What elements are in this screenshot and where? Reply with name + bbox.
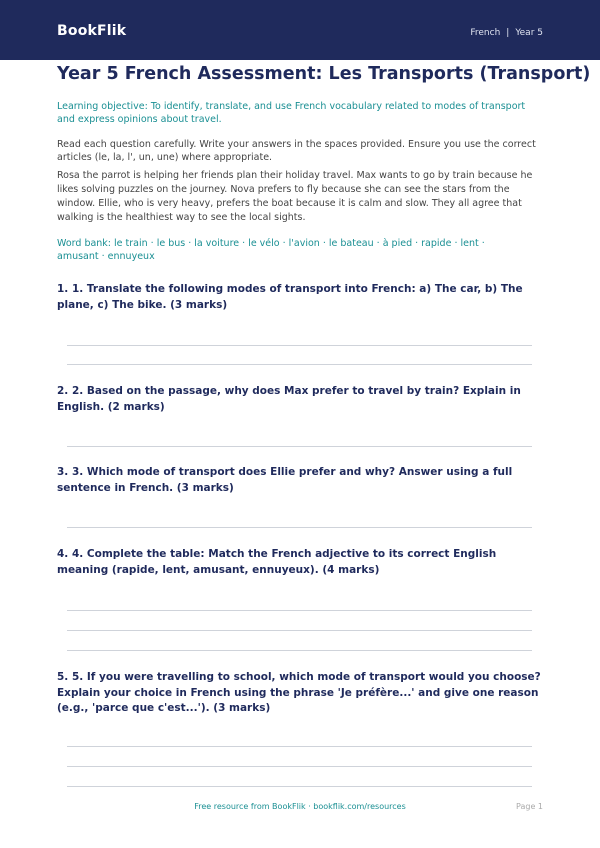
learning-objective: Learning objective: To identify, translate, and use French vocabulary related to modes of transport and express opinions about travel. xyxy=(57,101,526,125)
answer-line[interactable] xyxy=(67,610,532,611)
question-4: 4. 4. Complete the table: Match the French adjective to its correct English meaning (rapide, lent, amusant, ennuyeux). (4 marks) xyxy=(57,548,497,576)
footer-text: Free resource from BookFlik · bookflik.com/resources xyxy=(194,802,406,811)
question-3: 3. 3. Which mode of transport does Ellie prefer and why? Answer using a full sentence in French. (3 marks) xyxy=(57,466,513,494)
word-bank: Word bank: le train · le bus · la voiture · le vélo · l'avion · le bateau · à pied · rapide · lent · amusant · ennuyeux xyxy=(57,238,485,262)
answer-line[interactable] xyxy=(67,786,532,787)
question-2: 2. 2. Based on the passage, why does Max prefer to travel by train? Explain in English. (2 marks) xyxy=(57,385,521,413)
page-header xyxy=(0,0,600,60)
brand-logo: BookFlik xyxy=(57,23,127,39)
answer-line[interactable] xyxy=(67,766,532,767)
answer-line[interactable] xyxy=(67,746,532,747)
answer-line[interactable] xyxy=(67,650,532,651)
subject-label: French xyxy=(470,28,501,38)
reading-passage: Rosa the parrot is helping her friends plan their holiday travel. Max wants to go by train because he likes solving puzzles on the journey. Nova prefers to fly because she can see the stars from the window. Ellie, who is very heavy, prefers the boat because it is calm and slow. They all agree that walking is the healthiest way to see the local sights. xyxy=(57,170,533,223)
page-number: Page 1 xyxy=(516,802,543,811)
question-5: 5. 5. If you were travelling to school, which mode of transport would you choose? Explain your choice in French using the phrase 'Je préfère...' and give one reason (e.g., 'parce que c'est...'). (3 marks) xyxy=(57,671,541,714)
answer-line[interactable] xyxy=(67,364,532,365)
answer-line[interactable] xyxy=(67,446,532,447)
instructions-text: Read each question carefully. Write your answers in the spaces provided. Ensure you use the correct articles (le, la, l', un, une) where appropriate. xyxy=(57,139,536,163)
year-label: Year 5 xyxy=(515,28,543,38)
answer-line[interactable] xyxy=(67,527,532,528)
answer-line[interactable] xyxy=(67,345,532,346)
subject-year-label xyxy=(470,28,543,38)
answer-line[interactable] xyxy=(67,630,532,631)
question-1: 1. 1. Translate the following modes of transport into French: a) The car, b) The plane, c) The bike. (3 marks) xyxy=(57,283,523,311)
page-title: Year 5 French Assessment: Les Transports (Transport) xyxy=(57,64,591,84)
meta-separator: | xyxy=(506,28,510,38)
